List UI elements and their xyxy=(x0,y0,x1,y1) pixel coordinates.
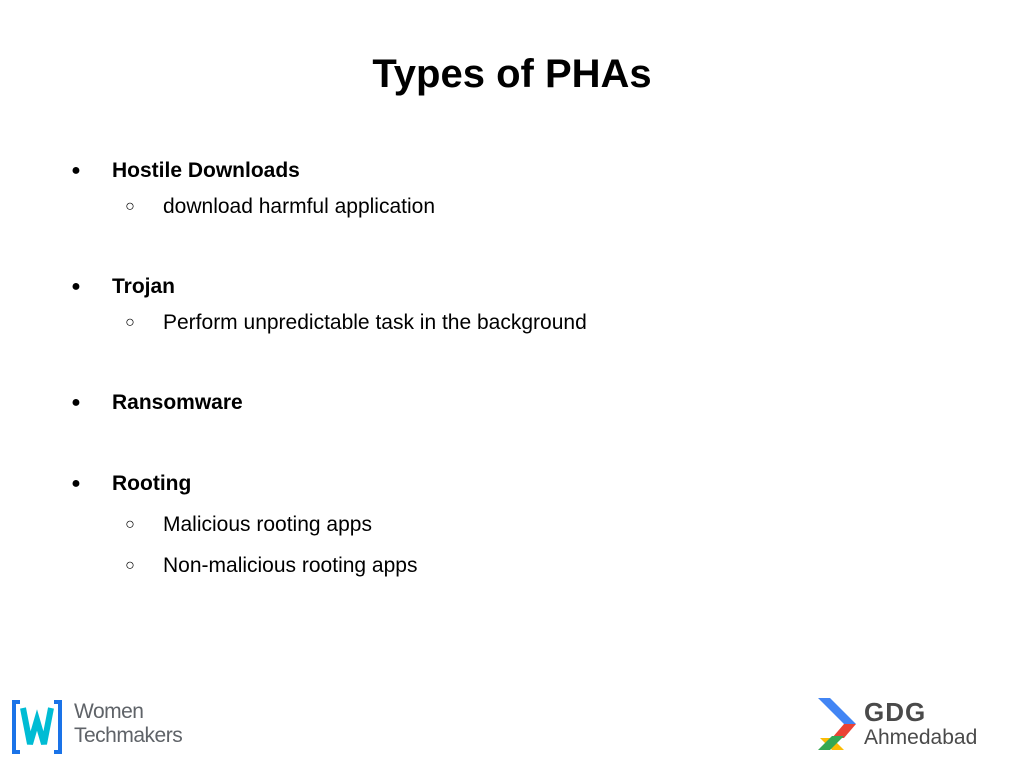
wtm-wordmark xyxy=(74,700,182,748)
bullet-label: Rooting xyxy=(112,472,192,495)
bullet-marker: ● xyxy=(71,278,81,295)
sub-bullet-marker: ○ xyxy=(125,314,135,331)
bullet-label: Trojan xyxy=(112,275,176,298)
gdg-title: GDG xyxy=(864,697,927,727)
wtm-line2: Techmakers xyxy=(74,724,183,747)
sub-bullet-label: download harmful application xyxy=(163,195,436,218)
sub-bullet-marker: ○ xyxy=(125,198,135,215)
bullet-marker: ● xyxy=(71,162,81,179)
gdg-subtitle: Ahmedabad xyxy=(864,726,978,749)
sub-bullet-label: Perform unpredictable task in the background xyxy=(163,311,587,334)
bullet-label: Hostile Downloads xyxy=(112,159,300,182)
gdg-ahmedabad-logo xyxy=(816,694,1016,758)
sub-bullet-marker: ○ xyxy=(125,516,135,533)
women-techmakers-icon xyxy=(12,700,62,754)
bullet-marker: ● xyxy=(71,475,81,492)
sub-bullet-label: Non-malicious rooting apps xyxy=(163,554,418,577)
wtm-line1: Women xyxy=(74,700,144,723)
bullet-label: Ransomware xyxy=(112,391,243,414)
slide-title: Types of PHAs xyxy=(372,52,652,96)
gdg-chevron-icon xyxy=(816,694,860,754)
sub-bullet-marker: ○ xyxy=(125,557,135,574)
bullet-marker: ● xyxy=(71,394,81,411)
women-techmakers-logo xyxy=(12,700,192,758)
sub-bullet-label: Malicious rooting apps xyxy=(163,513,372,536)
